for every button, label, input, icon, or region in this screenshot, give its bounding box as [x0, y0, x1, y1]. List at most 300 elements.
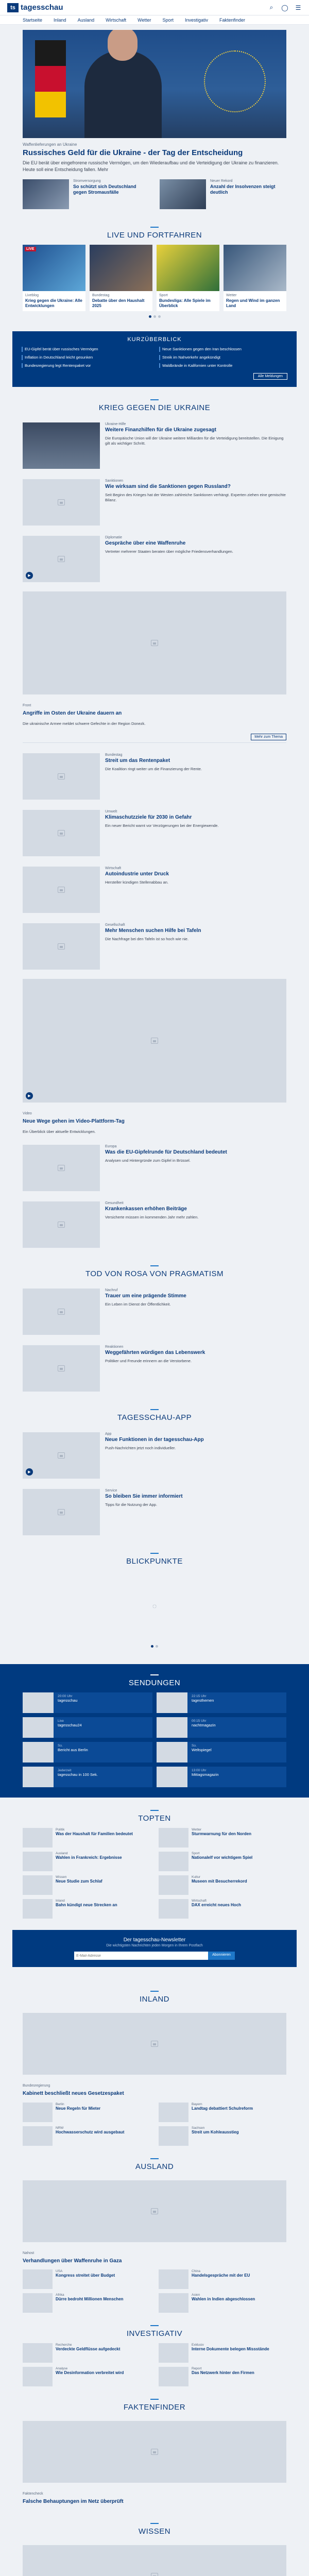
image-placeholder-icon — [58, 1222, 65, 1228]
article-kicker: App — [105, 1432, 112, 1436]
card-title: Krieg gegen die Ukraine: Alle Entwicklungen — [25, 298, 82, 309]
article-kicker: Bundesregierung — [23, 2084, 50, 2088]
list-kicker: Recherche — [56, 2343, 72, 2347]
article-image — [23, 923, 100, 970]
list-title: Verdeckte Geldflüsse aufgedeckt — [56, 2347, 121, 2352]
list-kicker: Sachsen — [192, 2126, 205, 2130]
article-kicker: Gesundheit — [105, 1201, 124, 1206]
section-title-inland: INLAND — [0, 1978, 309, 2009]
article-teaser[interactable] — [0, 918, 309, 975]
show-name: tagesschau — [58, 1698, 78, 1703]
article-kicker: Umwelt — [105, 810, 117, 814]
article-kicker: Nachruf — [105, 1289, 118, 1293]
article-kicker: Europa — [105, 1145, 117, 1149]
show-thumb — [23, 1767, 54, 1787]
list-thumb — [23, 1899, 53, 1919]
article-image — [23, 536, 100, 582]
article-title: Mehr Menschen suchen Hilfe bei Tafeln — [105, 928, 201, 934]
list-title: Dürre bedroht Millionen Menschen — [56, 2297, 124, 2302]
card-image — [23, 245, 85, 291]
section-title-ukraine: KRIEG GEGEN DIE UKRAINE — [0, 387, 309, 417]
article-teaser[interactable] — [0, 1140, 309, 1196]
list-item[interactable] — [159, 1852, 286, 1871]
play-icon: ▶ — [26, 1092, 33, 1099]
live-card[interactable] — [224, 245, 286, 311]
show-thumb — [23, 1692, 54, 1713]
image-placeholder-icon — [151, 2573, 158, 2576]
list-title: DAX erreicht neues Hoch — [192, 1903, 242, 1908]
loading-spinner-icon: ◌ — [152, 1602, 157, 1611]
image-placeholder-icon — [58, 556, 65, 562]
wissen-image[interactable] — [23, 2545, 286, 2576]
article-teaser[interactable] — [0, 531, 309, 587]
site-header — [0, 0, 309, 15]
sendungen-section — [0, 1664, 309, 1798]
article-image — [23, 422, 100, 469]
article-desc: Politiker und Freunde erinnern an die Verstorbene. — [105, 1358, 192, 1363]
article-title: Angriffe im Osten der Ukraine dauern an — [23, 710, 122, 717]
ausland-lead[interactable] — [0, 2246, 309, 2270]
article-image — [23, 1201, 100, 1248]
list-thumb — [23, 2126, 53, 2146]
faktenfinder-lead[interactable] — [0, 2487, 309, 2511]
list-title: Bahn kündigt neue Strecken an — [56, 1903, 117, 1908]
show-item[interactable] — [157, 1692, 286, 1713]
list-title: Neue Studie zum Schlaf — [56, 1879, 102, 1884]
image-placeholder-icon — [58, 887, 65, 893]
article-title: Gespräche über eine Waffenruhe — [105, 540, 186, 547]
newsletter-email-input[interactable] — [74, 1952, 208, 1960]
logo-text: tagesschau — [21, 3, 63, 12]
image-placeholder-icon — [151, 2041, 158, 2047]
list-kicker: USA — [56, 2269, 63, 2274]
list-title: Wahlen in Indien abgeschlossen — [192, 2297, 255, 2302]
article-desc: Seit Beginn des Krieges hat der Westen zahlreiche Sanktionen verhängt. Experten ziehen eine gemischte Bilanz. — [105, 492, 286, 503]
section-title-sendungen: SENDUNGEN — [23, 1670, 286, 1692]
teaser-thumb — [23, 179, 69, 209]
show-time: So. — [192, 1744, 197, 1748]
nav-item[interactable]: Sport — [162, 17, 174, 23]
show-time: Live — [58, 1719, 64, 1723]
article-title: Krankenkassen erhöhen Beiträge — [105, 1206, 187, 1212]
nav-item[interactable]: Inland — [54, 17, 66, 23]
list-thumb — [159, 2343, 188, 2363]
live-card[interactable] — [157, 245, 219, 311]
image-placeholder-icon — [58, 499, 65, 505]
article-kicker: Diplomatie — [105, 536, 123, 540]
card-image — [157, 245, 219, 291]
card-title: Debatte über den Haushalt 2025 — [92, 298, 145, 309]
teaser-card[interactable] — [23, 179, 149, 209]
article-teaser[interactable] — [0, 474, 309, 531]
show-item[interactable] — [157, 1742, 286, 1762]
section-title-live: LIVE UND FORTFAHREN — [0, 214, 309, 245]
article-title: Was die EU-Gipfelrunde für Deutschland bedeutet — [105, 1149, 227, 1156]
list-kicker: Inland — [56, 1899, 65, 1903]
article-title: Neue Funktionen in der tagesschau-App — [105, 1437, 204, 1443]
person-head-graphic — [108, 30, 138, 61]
article-desc: Push-Nachrichten jetzt noch individueller. — [105, 1445, 176, 1450]
article-teaser[interactable] — [0, 699, 309, 732]
article-desc: Die Koalition ringt weiter um die Finanzierung der Rente. — [105, 766, 202, 771]
list-kicker: Wissen — [56, 1875, 67, 1879]
inland-lead[interactable] — [0, 2079, 309, 2103]
section-title-topten: TOPTEN — [0, 1798, 309, 1828]
image-placeholder-icon — [58, 943, 65, 950]
article-image — [23, 1145, 100, 1191]
list-thumb — [23, 2343, 53, 2363]
list-title: Was der Haushalt für Familien bedeutet — [56, 1832, 133, 1837]
list-title: Sturmwarnung für den Norden — [192, 1832, 251, 1837]
article-title: Trauer um eine prägende Stimme — [105, 1293, 186, 1299]
article-title: Falsche Behauptungen im Netz überprüft — [23, 2499, 124, 2505]
article-kicker: Video — [23, 1112, 32, 1116]
list-kicker: NRW — [56, 2126, 64, 2130]
list-thumb — [23, 2269, 53, 2289]
image-placeholder-icon — [58, 1452, 65, 1459]
teaser-card[interactable] — [160, 179, 286, 209]
section-title-faktenfinder: FAKTENFINDER — [0, 2386, 309, 2417]
list-item[interactable] — [23, 1875, 150, 1895]
flag-graphic — [35, 40, 66, 117]
list-item[interactable] — [159, 2293, 286, 2313]
section-title-wissen: WISSEN — [0, 2511, 309, 2541]
ausland-list — [0, 2269, 309, 2313]
list-thumb — [23, 1852, 53, 1871]
live-badge: LIVE — [25, 247, 36, 251]
list-title: Nationalelf vor wichtigem Spiel — [192, 1855, 253, 1860]
kurz-item[interactable]: Neue Sanktionen gegen den Iran beschlossen — [159, 347, 287, 352]
main-nav — [0, 15, 309, 25]
article-teaser[interactable] — [0, 748, 309, 805]
article-title: Autoindustrie unter Druck — [105, 871, 169, 877]
article-title: Klimaschutzziele für 2030 in Gefahr — [105, 815, 192, 821]
inland-list — [0, 2103, 309, 2146]
article-desc: Versicherte müssen im kommenden Jahr mehr zahlen. — [105, 1214, 199, 1219]
list-item[interactable] — [23, 1828, 150, 1848]
list-title: Landtag debattiert Schulreform — [192, 2106, 253, 2111]
play-icon: ▶ — [26, 1468, 33, 1476]
section-title-pragmatism: TOD VON ROSA VON PRAGMATISM — [0, 1253, 309, 1283]
list-kicker: Berlin — [56, 2102, 64, 2106]
card-image — [90, 245, 152, 291]
article-desc: Tipps für die Nutzung der App. — [105, 1502, 158, 1507]
kurz-item[interactable]: Waldbrände in Kalifornien unter Kontrolle — [159, 363, 287, 368]
list-thumb — [159, 1899, 188, 1919]
person-graphic — [84, 50, 162, 138]
list-thumb — [23, 2103, 53, 2122]
article-image — [23, 479, 100, 526]
nav-item[interactable]: Investigativ — [184, 17, 208, 23]
newsletter-title: Der tagesschau-Newsletter — [123, 1937, 186, 1943]
nav-item[interactable]: Faktenfinder — [219, 17, 246, 23]
list-thumb — [159, 1852, 188, 1871]
teaser-thumb — [160, 179, 206, 209]
article-title: Wie wirksam sind die Sanktionen gegen Russland? — [105, 484, 231, 490]
article-title: Kabinett beschließt neues Gesetzespaket — [23, 2091, 124, 2097]
topten-list — [0, 1828, 309, 1919]
image-placeholder-icon — [58, 1309, 65, 1315]
newsletter-box — [12, 1930, 297, 1967]
show-time: So. — [58, 1744, 63, 1748]
article-teaser[interactable] — [0, 1283, 309, 1340]
list-item[interactable] — [159, 1828, 286, 1848]
show-time: Jederzeit — [58, 1769, 72, 1773]
list-thumb — [159, 2103, 188, 2122]
show-thumb — [23, 1717, 54, 1738]
large-image[interactable] — [23, 591, 286, 694]
live-carousel — [0, 245, 309, 311]
list-item[interactable] — [23, 2126, 150, 2146]
nav-item[interactable]: Wirtschaft — [106, 17, 127, 23]
article-desc: Vertreter mehrerer Staaten beraten über mögliche Friedensverhandlungen. — [105, 549, 233, 554]
logo-badge: ts — [7, 3, 19, 12]
article-kicker: Front — [23, 704, 31, 708]
list-kicker: China — [192, 2269, 200, 2274]
list-item[interactable] — [23, 2269, 150, 2289]
article-title: Neue Wege gehen im Video-Plattform-Tag — [23, 1118, 125, 1125]
search-icon[interactable]: ⌕ — [269, 4, 273, 11]
image-placeholder-icon — [151, 640, 158, 646]
kurz-item[interactable]: Inflation in Deutschland leicht gesunken — [22, 355, 150, 360]
list-item[interactable] — [23, 2293, 150, 2313]
list-thumb — [159, 2367, 188, 2386]
image-placeholder-icon — [58, 1165, 65, 1171]
article-teaser[interactable] — [0, 1427, 309, 1484]
eu-stars-graphic — [204, 50, 266, 112]
list-title: Das Netzwerk hinter den Firmen — [192, 2370, 254, 2376]
article-teaser[interactable] — [0, 1196, 309, 1253]
kurz-all-button[interactable]: Alle Meldungen — [253, 373, 287, 380]
newsletter-desc: Die wichtigsten Nachrichten jeden Morgen in Ihrem Postfach — [106, 1944, 203, 1948]
faktenfinder-image[interactable] — [23, 2421, 286, 2483]
show-item[interactable] — [23, 1767, 152, 1787]
kurz-item[interactable]: Streik im Nahverkehr angekündigt — [159, 355, 287, 360]
article-image — [23, 867, 100, 913]
list-thumb — [159, 2126, 188, 2146]
list-thumb — [159, 2269, 188, 2289]
show-time: 22:15 Uhr — [192, 1694, 207, 1699]
kurz-title: KURZÜBERBLICK — [127, 336, 182, 343]
list-item[interactable] — [159, 2126, 286, 2146]
list-kicker: Wetter — [192, 1828, 202, 1832]
article-desc: Hersteller kündigen Stellenabbau an. — [105, 879, 168, 885]
article-kicker: Faktencheck — [23, 2492, 43, 2496]
user-icon[interactable]: ◯ — [281, 4, 288, 11]
list-item[interactable] — [23, 2343, 150, 2363]
list-kicker: Analyse — [56, 2367, 68, 2371]
article-desc: Ein Leben im Dienst der Öffentlichkeit. — [105, 1301, 171, 1307]
list-title: Streit um Kohleausstieg — [192, 2129, 239, 2134]
card-title: Bundesliga: Alle Spiele im Überblick — [159, 298, 211, 309]
article-desc: Die Europäische Union will der Ukraine weitere Milliarden für die Verteidigung bereitstellen. Die Einigung gilt als wichtiger Schritt. — [105, 435, 284, 446]
article-image — [23, 1489, 100, 1535]
list-title: Wie Desinformation verbreitet wird — [56, 2370, 124, 2376]
show-name: tagesschau24 — [58, 1723, 82, 1728]
article-desc: Ein Überblick über aktuelle Entwicklungen. — [23, 1129, 96, 1134]
video-image[interactable] — [23, 979, 286, 1103]
article-desc: Analysen und Hintergründe zum Gipfel in Brüssel. — [105, 1158, 191, 1163]
article-kicker: Sanktionen — [105, 479, 124, 483]
ausland-lead-image[interactable] — [23, 2180, 286, 2242]
article-kicker: Bundestag — [105, 753, 123, 757]
newsletter-subscribe-button[interactable]: Abonnieren — [208, 1952, 235, 1960]
section-title-app: TAGESSCHAU-APP — [0, 1397, 309, 1427]
article-title: Verhandlungen über Waffenruhe in Gaza — [23, 2258, 122, 2264]
list-item[interactable] — [23, 1852, 150, 1871]
show-item[interactable] — [157, 1767, 286, 1787]
article-image — [23, 1345, 100, 1392]
article-image — [23, 810, 100, 856]
show-item[interactable] — [23, 1717, 152, 1738]
section-title-ausland: AUSLAND — [0, 2146, 309, 2176]
article-image — [23, 753, 100, 800]
list-item[interactable] — [159, 2269, 286, 2289]
card-image — [224, 245, 286, 291]
article-title: Weitere Finanzhilfen für die Ukraine zugesagt — [105, 427, 216, 433]
article-teaser[interactable] — [0, 861, 309, 918]
show-name: tagesthemen — [192, 1698, 214, 1703]
list-item[interactable] — [159, 1899, 286, 1919]
show-thumb — [157, 1717, 187, 1738]
more-button[interactable]: Mehr zum Thema — [251, 734, 286, 740]
article-desc: Die ukrainische Armee meldet schwere Gefechte in der Region Donezk. — [23, 721, 146, 726]
list-kicker: Wirtschaft — [192, 1899, 207, 1903]
article-desc: Ein neuer Bericht warnt vor Verzögerungen bei der Energiewende. — [105, 823, 219, 828]
nav-item[interactable]: Wetter — [138, 17, 151, 23]
list-kicker: Kultur — [192, 1875, 200, 1879]
show-thumb — [157, 1742, 187, 1762]
article-image — [23, 1289, 100, 1335]
list-title: Interne Dokumente belegen Missstände — [192, 2347, 269, 2352]
carousel-dots[interactable] — [0, 311, 309, 322]
hero-teaser: Die EU berät über eingefrorene russische Vermögen, um den Wiederaufbau und die Verteidigung der Ukraine zu finanzieren. Heute soll eine Entscheidung fallen. Mehr — [23, 160, 279, 173]
article-title: So bleiben Sie immer informiert — [105, 1494, 183, 1500]
show-name: Bericht aus Berlin — [58, 1748, 88, 1753]
article-image — [23, 1432, 100, 1479]
menu-icon[interactable]: ☰ — [295, 4, 301, 11]
list-thumb — [159, 1875, 188, 1895]
article-teaser[interactable] — [0, 805, 309, 861]
list-kicker: Ausland — [56, 1852, 68, 1856]
logo[interactable] — [7, 3, 63, 12]
show-time: 00:15 Uhr — [192, 1719, 207, 1723]
hero-headline[interactable]: Russisches Geld für die Ukraine - der Tag der Entscheidung — [23, 148, 243, 157]
teaser-title: So schützt sich Deutschland gegen Stromausfälle — [73, 184, 136, 195]
teaser-kicker: Stromversorgung — [73, 179, 101, 183]
card-title: Regen und Wind im ganzen Land — [226, 298, 280, 309]
list-item[interactable] — [23, 1899, 150, 1919]
show-time: 13:00 Uhr — [192, 1769, 207, 1773]
list-item[interactable] — [23, 2367, 150, 2386]
article-kicker: Ukraine-Hilfe — [105, 422, 126, 427]
article-kicker: Reaktionen — [105, 1345, 124, 1349]
list-thumb — [23, 1875, 53, 1895]
list-item[interactable] — [23, 2103, 150, 2122]
list-thumb — [23, 2367, 53, 2386]
card-kicker: Liveblog — [25, 294, 39, 298]
list-thumb — [159, 2293, 188, 2313]
carousel-dots[interactable] — [0, 1641, 309, 1652]
article-teaser[interactable] — [0, 417, 309, 474]
image-placeholder-icon — [151, 2208, 158, 2214]
show-time: 20:00 Uhr — [58, 1694, 73, 1699]
teaser-title: Anzahl der Insolvenzen steigt deutlich — [210, 184, 276, 195]
video-teaser[interactable] — [0, 1107, 309, 1140]
article-teaser[interactable] — [0, 1484, 309, 1540]
show-name: Weltspiegel — [192, 1748, 212, 1753]
list-kicker: Exklusiv — [192, 2343, 204, 2347]
show-name: tagesschau in 100 Sek. — [58, 1772, 98, 1777]
list-item[interactable] — [159, 1875, 286, 1895]
list-title: Wahlen in Frankreich: Ergebnisse — [56, 1855, 122, 1860]
list-title: Hochwasserschutz wird ausgebaut — [56, 2129, 125, 2134]
kurz-item[interactable]: Bundesregierung legt Rentenpaket vor — [22, 363, 150, 368]
list-item[interactable] — [159, 2103, 286, 2122]
list-kicker: Asien — [192, 2293, 200, 2297]
article-teaser[interactable] — [0, 1340, 309, 1397]
show-item[interactable] — [23, 1692, 152, 1713]
list-thumb — [23, 2293, 53, 2313]
hero-kicker: Waffenlieferungen an Ukraine — [23, 142, 77, 147]
kurz-item[interactable]: EU-Gipfel berät über russisches Vermögen — [22, 347, 150, 352]
list-title: Kongress streitet über Budget — [56, 2273, 115, 2278]
list-kicker: Politik — [56, 1828, 65, 1832]
article-kicker: Wirtschaft — [105, 867, 122, 871]
list-kicker: Sport — [192, 1852, 200, 1856]
article-title: Weggefährten würdigen das Lebenswerk — [105, 1350, 205, 1356]
live-card[interactable] — [23, 245, 85, 311]
image-placeholder-icon — [151, 2449, 158, 2455]
teaser-kicker: Neuer Rekord — [210, 179, 233, 183]
show-name: nachtmagazin — [192, 1723, 216, 1728]
play-icon: ▶ — [26, 572, 33, 579]
card-kicker: Wetter — [226, 294, 237, 298]
section-title-blickpunkte: BLICKPUNKTE — [0, 1540, 309, 1571]
image-placeholder-icon — [151, 1038, 158, 1044]
list-item[interactable] — [159, 2367, 286, 2386]
article-kicker: Service — [105, 1489, 117, 1493]
show-thumb — [23, 1742, 54, 1762]
show-name: Mittagsmagazin — [192, 1772, 219, 1777]
hero-image[interactable] — [23, 30, 286, 138]
image-placeholder-icon — [58, 1509, 65, 1515]
article-kicker: Gesellschaft — [105, 923, 125, 927]
kurzueberblick-box — [12, 331, 297, 387]
image-placeholder-icon — [58, 1365, 65, 1371]
list-title: Neue Regeln für Mieter — [56, 2106, 101, 2111]
inland-lead-image[interactable] — [23, 2013, 286, 2075]
live-card[interactable] — [90, 245, 152, 311]
show-item[interactable] — [23, 1742, 152, 1762]
image-placeholder-icon — [58, 773, 65, 779]
hero-section — [0, 25, 309, 214]
image-placeholder-icon — [58, 830, 65, 836]
article-title: Streit um das Rentenpaket — [105, 758, 170, 764]
list-title: Museen mit Besucherrekord — [192, 1879, 247, 1884]
show-item[interactable] — [157, 1717, 286, 1738]
card-kicker: Sport — [159, 294, 168, 298]
section-title-investigativ: INVESTIGATIV — [0, 2313, 309, 2343]
list-kicker: Bayern — [192, 2102, 202, 2106]
nav-item[interactable]: Startseite — [23, 17, 43, 23]
list-item[interactable] — [159, 2343, 286, 2363]
nav-item[interactable]: Ausland — [77, 17, 95, 23]
list-thumb — [23, 1828, 53, 1848]
article-kicker: Nahost — [23, 2251, 35, 2255]
card-kicker: Bundestag — [92, 294, 110, 298]
list-kicker: Report — [192, 2367, 202, 2371]
